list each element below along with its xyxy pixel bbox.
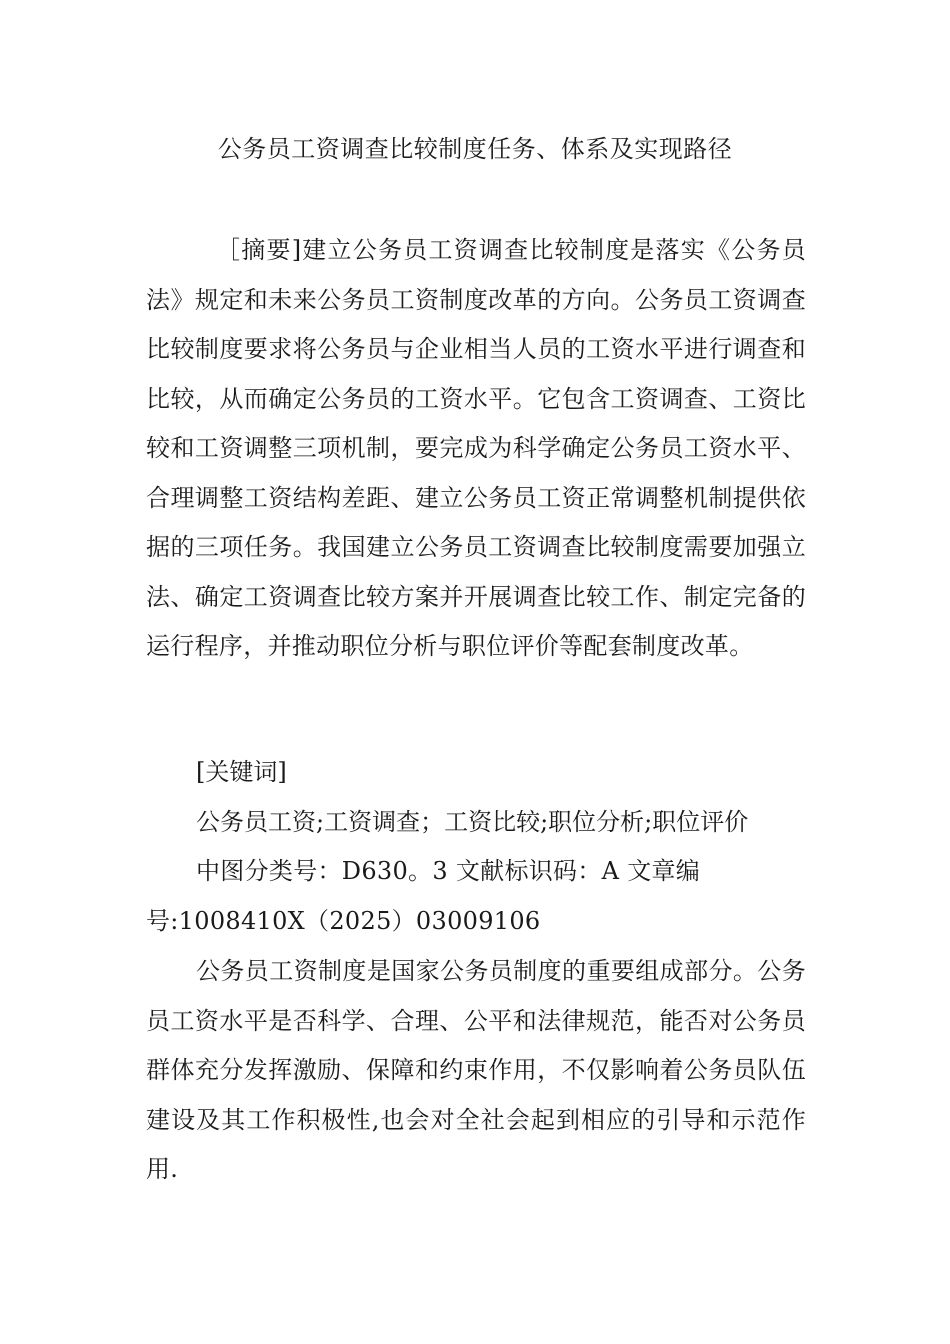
keywords-label: [关键词] (196, 758, 287, 786)
document-title: 公务员工资调查比较制度任务、体系及实现路径 (217, 135, 733, 163)
body-paragraph: 公务员工资制度是国家公务员制度的重要组成部分。公务员工资水平是否科学、合理、公平和法律规范，能否对公务员群体充分发挥激励、保障和约束作用，不仅影响着公务员队伍建设及其工作积极性,也会对全社会起到相应的引导和示范作用. (146, 957, 806, 1183)
classification-info: 中图分类号：D630。3 文献标识码：A 文章编号:1008410X（2025）03009106 (146, 857, 701, 935)
keywords-list: 公务员工资;工资调查；工资比较;职位分析;职位评价 (196, 808, 749, 836)
abstract-paragraph: ［摘要]建立公务员工资调查比较制度是落实《公务员法》规定和未来公务员工资制度改革的方向。公务员工资调查比较制度要求将公务员与企业相当人员的工资水平进行调查和比较，从而确定公务员的工资水平。它包含工资调查、工资比较和工资调整三项机制，要完成为科学确定公务员工资水平、合理调整工资结构差距、建立公务员工资正常调整机制提供依据的三项任务。我国建立公务员工资调查比较制度需要加强立法、确定工资调查比较方案并开展调查比较工作、制定完备的运行程序，并推动职位分析与职位评价等配套制度改革。 (146, 236, 806, 660)
